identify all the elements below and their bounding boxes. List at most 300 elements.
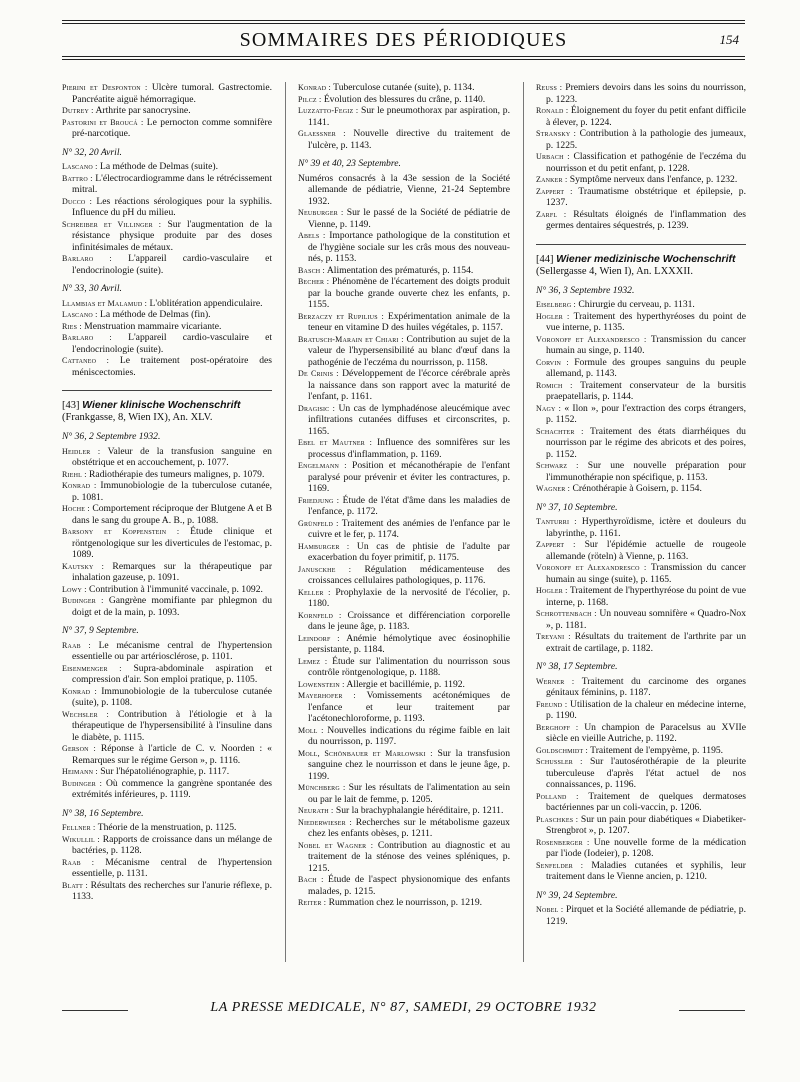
article-author: Nobel : bbox=[536, 905, 564, 914]
article-title: Comportement réciproque der Blutgene A et B dans le sang du groupe A. B., p. 1088. bbox=[72, 503, 272, 526]
article-entry bbox=[298, 265, 510, 277]
article-entry bbox=[536, 82, 746, 105]
article-entry bbox=[298, 334, 510, 369]
article-title: Menstruation mammaire vicariante. bbox=[84, 320, 222, 332]
article-entry bbox=[298, 105, 510, 128]
issue-date: N° 39 et 40, 23 Septembre. bbox=[298, 158, 401, 169]
article-author: Hamburger : bbox=[298, 541, 350, 551]
article-title: Ulcère tumoral. Gastrectomie. Pancréatite aiguë hémorragique. bbox=[72, 82, 272, 105]
article-entry bbox=[536, 460, 746, 483]
article-entry bbox=[62, 105, 272, 117]
article-title: Le mécanisme central de l'hypertension essentielle ou par artériosclérose, p. 1101. bbox=[72, 639, 272, 662]
article-title: Le pernocton comme somnifère pré-narcotique. bbox=[72, 116, 273, 139]
article-author: Fellner : bbox=[62, 823, 96, 832]
article-title: Gangrène momifiante par phlegmon du doigt et de la main, p. 1093. bbox=[72, 595, 272, 618]
article-entry bbox=[62, 196, 272, 219]
article-title: Allergie et bacillémie, p. 1192. bbox=[346, 678, 465, 690]
article-title: Anémie hémolytique avec éosinophilie persistante, p. 1184. bbox=[308, 632, 510, 655]
article-author: Voronoff et Alexandresco : bbox=[536, 563, 647, 572]
article-author: Hogler : bbox=[536, 311, 570, 321]
article-entry bbox=[536, 483, 746, 495]
article-title: Sur les résultats de l'alimentation au sein ou par le lait de femme, p. 1205. bbox=[308, 782, 510, 805]
article-author: Barlaro : bbox=[62, 333, 112, 342]
article-author: Raab : bbox=[62, 857, 95, 867]
article-title: Sur l'augmentation de la résistance physique produite par des doses infinitésimales de métaux. bbox=[72, 218, 272, 253]
article-title: Sur une nouvelle préparation pour l'immunothérapie non spécifique, p. 1153. bbox=[546, 460, 746, 483]
journal-heading bbox=[536, 253, 746, 278]
page-footer bbox=[62, 1000, 745, 1024]
column-3 bbox=[536, 82, 746, 927]
article-author: Leindorf : bbox=[298, 633, 340, 643]
article-entry bbox=[62, 834, 272, 857]
article-author: Freund : bbox=[536, 699, 568, 709]
article-author: Zappert : bbox=[536, 186, 573, 196]
article-author: De Crinis : bbox=[298, 369, 339, 378]
article-entry bbox=[298, 725, 510, 748]
article-author: Schachter : bbox=[536, 426, 584, 436]
issue-date: N° 32, 20 Avril. bbox=[62, 146, 122, 158]
article-author: Hogler : bbox=[536, 586, 568, 595]
article-entry bbox=[62, 526, 272, 561]
article-entry bbox=[62, 503, 272, 526]
article-title: L'oblitération appendiculaire. bbox=[149, 297, 263, 309]
article-entry bbox=[298, 679, 510, 691]
article-title: L'électrocardiogramme dans le rétrécissement mitral. bbox=[72, 172, 272, 195]
article-title: Immunobiologie de la tuberculose cutanée, p. 1081. bbox=[72, 480, 273, 503]
article-author: Janusckhe : bbox=[298, 564, 352, 574]
article-author: Konrad : bbox=[62, 481, 97, 490]
article-author: Engelmann : bbox=[298, 461, 347, 470]
article-title: Traitement de l'empyème, p. 1195. bbox=[590, 744, 724, 756]
article-author: Pastorini et Broucá : bbox=[62, 117, 144, 127]
article-author: Nobel et Wagner : bbox=[298, 840, 374, 850]
article-title: Sur l'hépatoliénographie, p. 1117. bbox=[100, 766, 230, 777]
article-title: Évolution des blessures du crâne, p. 1140. bbox=[323, 93, 486, 105]
article-author: Reiter : bbox=[298, 898, 327, 907]
article-title: Où commence la gangrène spontanée des extrémités inférieures, p. 1119. bbox=[72, 777, 272, 800]
issue-date: N° 39, 24 Septembre. bbox=[536, 889, 618, 901]
article-entry bbox=[298, 587, 510, 610]
article-title: Classification et pathogénie de l'eczéma du nourrisson et du petit enfant, p. 1228. bbox=[546, 151, 746, 174]
article-title: Immunobiologie de la tuberculose cutanée (suite), p. 1108. bbox=[72, 685, 272, 708]
page-title: SOMMAIRES DES PÉRIODIQUES bbox=[239, 29, 568, 51]
article-entry bbox=[536, 539, 746, 562]
article-entry bbox=[62, 822, 272, 834]
article-entry bbox=[536, 791, 746, 814]
article-title: Développement de l'écorce cérébrale après la naissance dans son rapport avec la maturité de l'enfant, p. 1161. bbox=[308, 368, 510, 402]
article-author: Ries : bbox=[62, 321, 82, 331]
article-title: Contribution à l'immunité vaccinale, p. 1092. bbox=[89, 583, 263, 595]
article-author: Schussler : bbox=[536, 757, 583, 766]
article-entry bbox=[536, 756, 746, 791]
article-entry bbox=[536, 860, 746, 883]
article-title: Un champion de Paracelsus au XVIIe siècle en vieille Autriche, p. 1192. bbox=[546, 721, 747, 744]
header-rule-top bbox=[62, 20, 745, 21]
section-divider bbox=[536, 244, 746, 245]
article-entry bbox=[536, 380, 746, 403]
article-entry bbox=[62, 595, 272, 618]
article-title: Éloignement du foyer du petit enfant difficile à élever, p. 1224. bbox=[546, 105, 746, 128]
article-title: Pirquet et la Société allemande de pédiatrie, p. 1219. bbox=[546, 904, 746, 927]
article-title: Un cas de phtisie de l'adulte par exacerbation du foyer primitif, p. 1175. bbox=[308, 540, 510, 563]
article-entry bbox=[62, 446, 272, 469]
article-title: Résultats éloignés de l'inflammation des germes dentaires séquestrés, p. 1239. bbox=[546, 208, 746, 231]
article-title: Un cas de lymphadénose aleucémique avec infiltrations cutanées diffuses et circonscrites, p. 1165. bbox=[308, 402, 510, 437]
article-title: Transmission du cancer humain au singe, p. 1140. bbox=[546, 333, 747, 356]
article-title: Résultats du traitement de l'arthrite par un extrait de cartilage, p. 1182. bbox=[546, 631, 746, 654]
article-title: Les réactions sérologiques pour la syphilis. Influence du pH du milieu. bbox=[72, 195, 272, 218]
article-title: Étude de l'état d'âme dans les maladies de l'enfance, p. 1172. bbox=[308, 494, 510, 517]
article-title: Étude clinique et röntgenologique sur les diverticules de l'estomac, p. 1089. bbox=[72, 526, 272, 560]
article-entry bbox=[62, 219, 272, 254]
article-entry bbox=[298, 311, 510, 334]
article-title: La méthode de Delmas (fin). bbox=[100, 309, 211, 320]
article-author: Berzaczy et Rupilius : bbox=[298, 311, 384, 321]
journal-heading bbox=[62, 399, 272, 424]
article-author: Heimann : bbox=[62, 767, 98, 776]
article-author: Cattaneo : bbox=[62, 356, 110, 365]
article-entry bbox=[536, 299, 746, 311]
article-author: Basch : bbox=[298, 265, 325, 275]
article-author: Zappert : bbox=[536, 540, 576, 549]
page-number: 154 bbox=[719, 32, 739, 47]
article-title: Importance pathologique de la constitution et de l'hygiène sociale sur les crâs mous des nouveau-nés, p. 1153. bbox=[308, 230, 510, 264]
article-title: Symptôme nerveux dans l'enfance, p. 1232. bbox=[569, 174, 738, 185]
article-entry bbox=[298, 782, 510, 805]
article-title: Sur l'autosérothérapie de la pleurite tuberculeuse d'après l'état actuel de nos connaissances, p. 1196. bbox=[546, 756, 746, 790]
article-entry bbox=[298, 460, 510, 495]
article-title: Hyperthyroïdisme, ictère et douleurs du labyrinthe, p. 1161. bbox=[546, 516, 746, 539]
article-entry bbox=[298, 690, 510, 725]
article-author: Friedjung : bbox=[298, 495, 340, 505]
article-title: Contribution à l'étiologie et à la thérapeutique de l'hypersensibilité à l'insuline dans le diabète, p. 1115. bbox=[72, 708, 272, 743]
article-entry bbox=[298, 805, 510, 817]
article-author: Neurath : bbox=[298, 806, 334, 815]
article-entry bbox=[298, 368, 510, 403]
article-author: Llambias et Malamud : bbox=[62, 298, 148, 308]
article-author: Pilcz : bbox=[298, 94, 322, 104]
article-entry bbox=[62, 778, 272, 801]
article-entry bbox=[298, 633, 510, 656]
article-entry bbox=[62, 709, 272, 744]
article-entry bbox=[536, 357, 746, 380]
article-entry bbox=[62, 766, 272, 778]
article-entry bbox=[62, 321, 272, 333]
article-author: Wagner : bbox=[536, 484, 571, 493]
article-author: Goldschmidt : bbox=[536, 745, 588, 755]
article-author: Keller : bbox=[298, 587, 331, 597]
article-author: Gerson : bbox=[62, 744, 96, 753]
article-author: Blatt : bbox=[62, 880, 88, 890]
page-header bbox=[62, 20, 745, 60]
article-author: Ebel et Mautner : bbox=[298, 438, 373, 447]
article-entry bbox=[298, 230, 510, 265]
issue-date: N° 37, 9 Septembre. bbox=[62, 625, 139, 636]
article-title: Résultats des recherches sur l'anurie réflexe, p. 1133. bbox=[72, 879, 272, 902]
article-author: Schwarz : bbox=[536, 461, 579, 470]
issue-date: N° 36, 2 Septembre 1932. bbox=[62, 431, 161, 442]
article-author: Eisenmenger : bbox=[62, 663, 122, 673]
article-entry bbox=[298, 94, 510, 106]
article-entry bbox=[62, 161, 272, 173]
article-author: Tanturri : bbox=[536, 517, 577, 526]
article-entry bbox=[62, 469, 272, 481]
article-author: Senfelder : bbox=[536, 860, 584, 870]
article-title: Alimentation des prématurés, p. 1154. bbox=[326, 264, 474, 276]
article-entry bbox=[62, 253, 272, 276]
article-title: Phénomène de l'écartement des doigts produit par la bouche grande ouverte chez les enfants, p. 1155. bbox=[308, 276, 510, 310]
article-title: Position et mécanothérapie de l'enfant paralysé pour prévenir et éviter les contractures, p. 1169. bbox=[308, 460, 511, 494]
article-title: Valeur de la transfusion sanguine en obstétrique et en accouchement, p. 1077. bbox=[72, 445, 272, 468]
article-entry bbox=[298, 276, 510, 311]
header-rule-bottom-double bbox=[62, 59, 745, 60]
article-title: Radiothérapie des tumeurs malignes, p. 1079. bbox=[89, 468, 265, 480]
article-entry bbox=[536, 745, 746, 757]
article-entry bbox=[298, 564, 510, 587]
article-entry bbox=[62, 640, 272, 663]
article-entry bbox=[298, 518, 510, 541]
article-entry bbox=[62, 298, 272, 310]
article-title: Tuberculose cutanée (suite), p. 1134. bbox=[333, 82, 475, 93]
article-entry bbox=[536, 174, 746, 186]
article-entry bbox=[536, 904, 746, 927]
article-title: L'appareil cardio-vasculaire et l'endocrinologie (suite). bbox=[72, 332, 272, 355]
article-title: Supra-abdominale aspiration et compression d'air. Son emploi pratique, p. 1105. bbox=[72, 662, 272, 685]
article-author: Battro : bbox=[62, 173, 93, 183]
article-author: Romich : bbox=[536, 380, 573, 390]
article-title: Régulation médicamenteuse des croissances cellulaires pathologiques, p. 1176. bbox=[308, 563, 510, 586]
article-title: Utilisation de la chaleur en médecine interne, p. 1190. bbox=[546, 698, 746, 721]
article-author: Rosenberger : bbox=[536, 837, 590, 847]
article-author: Plaschkes : bbox=[536, 814, 579, 824]
article-author: Kautsky : bbox=[62, 561, 105, 571]
article-entry bbox=[536, 209, 746, 232]
article-author: Pierini et Desponton : bbox=[62, 83, 148, 92]
article-author: Lascano : bbox=[62, 310, 98, 319]
article-entry bbox=[536, 837, 746, 860]
article-entry bbox=[62, 173, 272, 196]
article-author: Lemez : bbox=[298, 656, 328, 666]
article-title: Expérimentation animale de la teneur en vitamine D des huiles végétales, p. 1157. bbox=[308, 310, 511, 333]
article-title: Mécanisme central de l'hypertension essentielle, p. 1131. bbox=[72, 856, 272, 879]
article-title: Influence des somnifères sur les processus d'inflammation, p. 1169. bbox=[308, 437, 510, 460]
journal-address: (Frankgasse, 8, Wien IX), An. XLV. bbox=[62, 412, 213, 423]
article-entry bbox=[298, 437, 510, 460]
article-author: Moll, Schönbauer et Marlowski : bbox=[298, 748, 433, 758]
article-entry bbox=[62, 480, 272, 503]
article-author: Hoche : bbox=[62, 504, 90, 513]
article-title: L'appareil cardio-vasculaire et l'endocrinologie (suite). bbox=[72, 253, 272, 276]
article-author: Lascano : bbox=[62, 162, 98, 171]
article-author: Konrad : bbox=[62, 686, 97, 696]
article-author: Voronoff et Alexandresco : bbox=[536, 334, 647, 344]
article-title: Traitement des états diarrhéiques du nourrisson par le régime des abricots et des poires, p. 1152. bbox=[546, 425, 746, 460]
article-title: Premiers devoirs dans les soins du nourrisson, p. 1223. bbox=[546, 82, 746, 105]
article-entry bbox=[298, 495, 510, 518]
article-entry bbox=[536, 631, 746, 654]
article-author: Glaessner : bbox=[298, 129, 346, 138]
article-author: Zarfl : bbox=[536, 209, 567, 219]
article-title: Sur l'épidémie actuelle de rougeole allemande (röteln) à Vienne, p. 1163. bbox=[546, 539, 747, 562]
article-author: Ducco : bbox=[62, 196, 93, 206]
article-entry bbox=[62, 309, 272, 321]
article-author: Münchberg : bbox=[298, 783, 346, 792]
article-title: Recherches sur le métabolisme gazeux chez les enfants obèses, p. 1211. bbox=[308, 816, 510, 839]
article-entry bbox=[536, 585, 746, 608]
article-author: Grünfeld : bbox=[298, 518, 339, 528]
article-author: Nagy : bbox=[536, 403, 562, 413]
article-entry bbox=[536, 151, 746, 174]
article-entry bbox=[298, 541, 510, 564]
article-title: Sur la transfusion sanguine chez le nourrisson et dans le jeune âge, p. 1199. bbox=[308, 747, 511, 782]
article-author: Raab : bbox=[62, 640, 91, 650]
article-author: Stransky : bbox=[536, 129, 577, 138]
article-author: Zanker : bbox=[536, 175, 568, 184]
article-entry bbox=[536, 105, 746, 128]
article-title: Transmission du cancer humain au singe (suite), p. 1165. bbox=[546, 562, 747, 585]
column-divider bbox=[523, 82, 524, 962]
article-author: Mayerhofer : bbox=[298, 691, 356, 700]
article-title: Un nouveau somnifère « Quadro-Nox », p. 1181. bbox=[546, 608, 746, 631]
header-rule-top-double bbox=[62, 23, 745, 24]
article-entry bbox=[298, 207, 510, 230]
footer-rule-right bbox=[679, 1010, 745, 1011]
article-author: Ronald : bbox=[536, 106, 569, 115]
journal-address: (Sellergasse 4, Wien I), An. LXXXII. bbox=[536, 265, 693, 277]
article-author: Dutrey : bbox=[62, 106, 94, 115]
article-title: Traitement de l'hyperthyréose du point de vue interne, p. 1168. bbox=[546, 585, 746, 608]
article-author: Neuburger : bbox=[298, 208, 344, 217]
article-entry bbox=[62, 743, 272, 766]
journal-name: Wiener medizinische Wochenschrift bbox=[556, 252, 736, 265]
article-author: Becher : bbox=[298, 277, 330, 286]
article-entry bbox=[62, 880, 272, 903]
footer-text: LA PRESSE MEDICALE, N° 87, SAMEDI, 29 OCTOBRE 1932 bbox=[210, 1000, 597, 1015]
article-entry bbox=[298, 897, 510, 909]
article-entry bbox=[298, 874, 510, 897]
issue-date: N° 38, 17 Septembre. bbox=[536, 661, 618, 672]
article-title: Sur un pain pour diabétiques « Diabetiker-Strengbrot », p. 1207. bbox=[546, 813, 746, 836]
issue-date: N° 38, 16 Septembre. bbox=[62, 807, 144, 819]
article-title: Chirurgie du cerveau, p. 1131. bbox=[578, 299, 695, 310]
article-title: Prophylaxie de la nervosité de l'écolier, p. 1180. bbox=[308, 586, 511, 609]
issue-date: N° 36, 3 Septembre 1932. bbox=[536, 284, 635, 296]
article-entry bbox=[62, 117, 272, 140]
article-entry bbox=[62, 561, 272, 584]
article-title: Traumatisme obstétrique et épilepsie, p. 1237. bbox=[546, 185, 746, 208]
article-title: Réponse à l'article de C. v. Noorden : « Remarques sur le régime Gerson », p. 1116. bbox=[72, 743, 272, 766]
article-entry bbox=[62, 857, 272, 880]
article-title: Formule des groupes sanguins du peuple allemand, p. 1143. bbox=[546, 356, 746, 379]
article-entry bbox=[62, 332, 272, 355]
article-title: Vomissements acétonémiques de l'enfance et leur traitement par l'acétonechloroforme, p. 1193. bbox=[308, 690, 510, 724]
column-1 bbox=[62, 82, 272, 903]
article-entry bbox=[536, 608, 746, 631]
article-author: Werner : bbox=[536, 676, 575, 686]
article-entry bbox=[536, 562, 746, 585]
section-divider bbox=[62, 390, 272, 391]
article-title: « Ilon », pour l'extraction des corps étrangers, p. 1152. bbox=[546, 402, 747, 425]
article-title: Traitement des hyperthyréoses du point de vue interne, p. 1135. bbox=[546, 310, 746, 333]
article-author: Corvin : bbox=[536, 357, 569, 367]
article-entry bbox=[536, 676, 746, 699]
article-author: Barlaro : bbox=[62, 254, 112, 263]
article-entry bbox=[536, 128, 746, 151]
article-entry bbox=[298, 817, 510, 840]
article-author: Treyani : bbox=[536, 632, 571, 641]
article-author: Niederwieser : bbox=[298, 817, 352, 827]
article-title: Remarques sur la thérapeutique par inhalation gazeuse, p. 1091. bbox=[72, 560, 273, 583]
article-author: Eiselberg : bbox=[536, 300, 576, 309]
article-author: Abels : bbox=[298, 231, 326, 240]
article-author: Wikullil : bbox=[62, 834, 100, 844]
article-entry bbox=[536, 426, 746, 461]
article-entry bbox=[536, 699, 746, 722]
article-entry bbox=[298, 610, 510, 633]
article-entry bbox=[298, 840, 510, 875]
article-title: Traitement des anémies de l'enfance par le cuivre et le fer, p. 1174. bbox=[308, 517, 510, 540]
article-entry bbox=[536, 403, 746, 426]
article-author: Urbach : bbox=[536, 152, 570, 161]
issue-date: N° 33, 30 Avril. bbox=[62, 283, 122, 294]
article-author: Budinger : bbox=[62, 778, 103, 788]
article-author: Heidler : bbox=[62, 446, 101, 456]
journal-name: Wiener klinische Wochenschrift bbox=[82, 399, 241, 411]
article-author: Polland : bbox=[536, 791, 579, 801]
article-entry bbox=[536, 722, 746, 745]
article-title: Étude de l'aspect physionomique des enfants malades, p. 1215. bbox=[308, 874, 510, 897]
article-author: Wechsler : bbox=[62, 709, 109, 719]
article-title: La méthode de Delmas (suite). bbox=[100, 161, 219, 172]
article-author: Bach : bbox=[298, 875, 324, 884]
article-title: Traitement conservateur de la bursitis praepatellaris, p. 1144. bbox=[546, 379, 746, 402]
article-author: Riehl : bbox=[62, 469, 87, 479]
article-title: Sur la brachyphalangie héréditaire, p. 1211. bbox=[335, 805, 504, 816]
article-author: Bratusch-Marain et Chiari : bbox=[298, 334, 404, 344]
article-title: Numéros consacrés à la 43e session de la Société allemande de pédiatrie, Vienne, 21-24 Septembre 1932. bbox=[298, 172, 510, 207]
article-title: Le traitement post-opératoire des méniscectomies. bbox=[72, 355, 272, 378]
article-author: Konrad : bbox=[298, 83, 331, 92]
article-entry bbox=[298, 748, 510, 783]
column-divider bbox=[285, 82, 286, 962]
article-title: Nouvelles indications du régime faible en lait du nourrisson, p. 1197. bbox=[308, 724, 510, 747]
article-entry bbox=[298, 82, 510, 94]
column-2 bbox=[298, 82, 510, 909]
article-title: Maladies cutanées et syphilis, leur traitement dans le Vienne ancien, p. 1210. bbox=[546, 859, 746, 882]
article-title: Sur le passé de la Société de pédiatrie de Vienne, p. 1149. bbox=[308, 207, 510, 230]
article-author: Berghoff : bbox=[536, 722, 579, 732]
article-entry bbox=[536, 814, 746, 837]
article-entry bbox=[298, 173, 510, 208]
article-author: Budinger : bbox=[62, 596, 104, 605]
article-title: Une nouvelle forme de la médication par l'iode (Iodeier), p. 1208. bbox=[546, 836, 746, 859]
article-entry bbox=[536, 186, 746, 209]
article-title: Traitement de quelques dermatoses bactériennes par un coli-vaccin, p. 1206. bbox=[546, 790, 746, 813]
article-entry bbox=[536, 516, 746, 539]
article-title: Croissance et différenciation corporelle dans le jeune âge, p. 1183. bbox=[308, 609, 510, 632]
article-entry bbox=[62, 663, 272, 686]
article-entry bbox=[62, 82, 272, 105]
article-title: Arthrite par sanocrysine. bbox=[95, 105, 191, 116]
article-title: Nouvelle directive du traitement de l'ulcère, p. 1143. bbox=[308, 128, 511, 151]
article-entry bbox=[298, 128, 510, 151]
article-title: Étude sur l'alimentation du nourrisson sous contrôle röntgenologique, p. 1188. bbox=[308, 655, 511, 678]
article-entry bbox=[536, 334, 746, 357]
article-author: Moll : bbox=[298, 725, 324, 735]
article-author: Luzzatto-Fegiz : bbox=[298, 106, 359, 115]
article-title: Contribution au diagnostic et au traitement de la sténose des veines spléniques, p. 1215. bbox=[308, 839, 510, 874]
article-title: Théorie de la menstruation, p. 1125. bbox=[97, 822, 237, 833]
